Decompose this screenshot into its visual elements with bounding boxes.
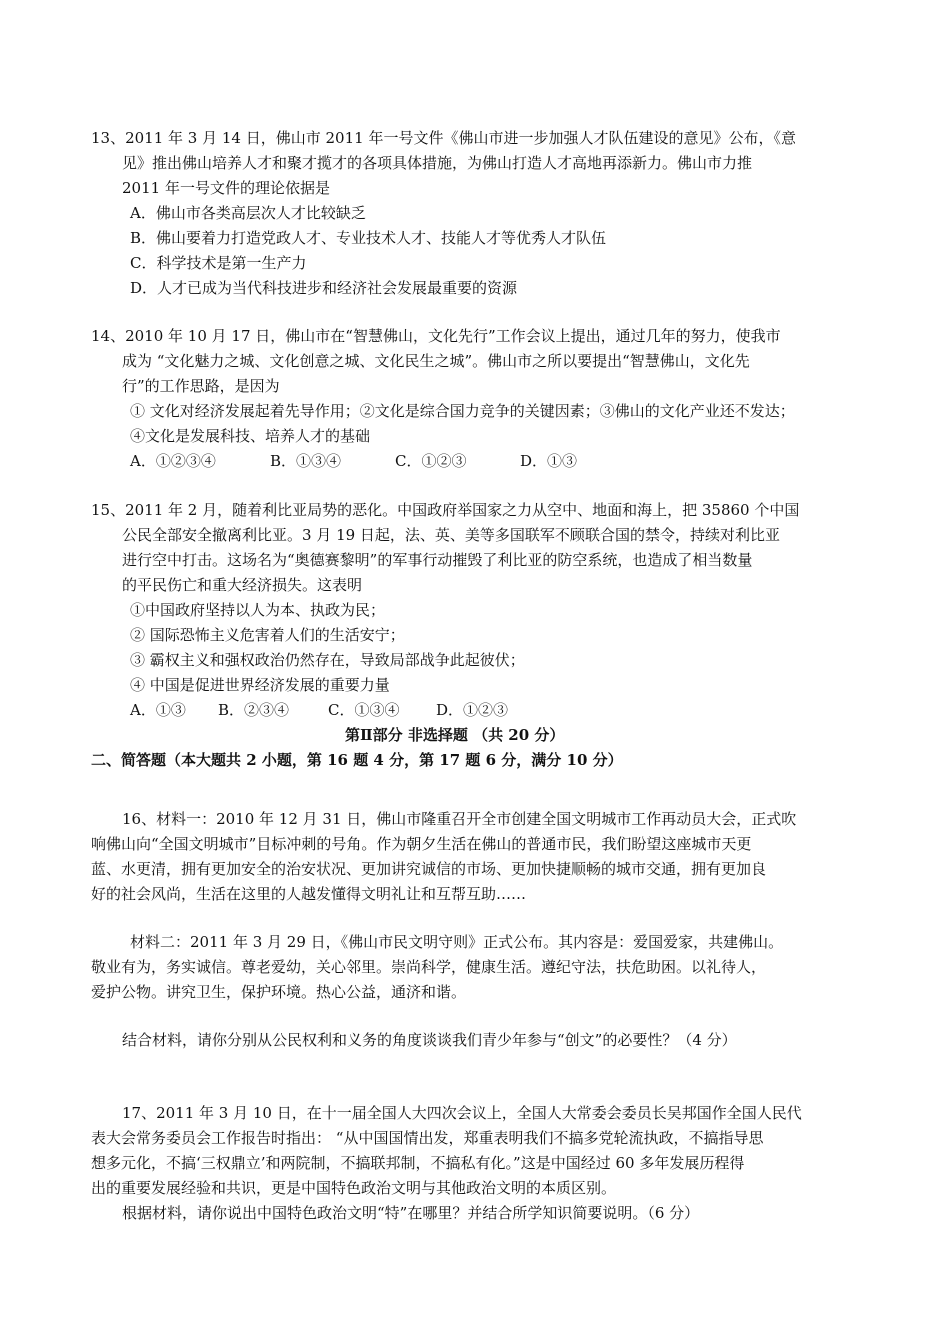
q14-line-2: 成为 “文化魅力之城、文化创意之城、文化民生之城”。佛山市之所以要提出“智慧佛山，文化先 <box>122 352 750 370</box>
q14-line-1: 14、2010 年 10 月 17 日，佛山市在“智慧佛山，文化先行”工作会议上提出，通过几年的努力，使我市 <box>91 327 781 345</box>
q14-option-d: D．①③ <box>520 452 578 470</box>
q15-line-8: ④ 中国是促进世界经济发展的重要力量 <box>130 676 390 694</box>
q15-option-c: C．①③④ <box>328 701 400 719</box>
q16-material1-line-2: 响佛山向“全国文明城市”目标冲刺的号角。作为朝夕生活在佛山的普通市民，我们盼望这座城市天更 <box>91 835 752 853</box>
part2-title: 第Ⅱ部分 非选择题 （共 20 分） <box>345 726 565 744</box>
q15-line-5: ①中国政府坚持以人为本、执政为民； <box>130 601 386 619</box>
q14-option-a: A．①②③④ <box>130 452 216 470</box>
q13-line-1: 13、2011 年 3 月 14 日，佛山市 2011 年一号文件《佛山市进一步加强人才队伍建设的意见》公布，《意 <box>91 129 796 147</box>
q13-option-b: B．佛山要着力打造党政人才、专业技术人才、技能人才等优秀人才队伍 <box>130 229 607 247</box>
q13-option-a: A．佛山市各类高层次人才比较缺乏 <box>130 204 366 222</box>
q17-line-1: 17、2011 年 3 月 10 日，在十一届全国人大四次会议上，全国人大常委会委员长吴邦国作全国人民代 <box>122 1104 802 1122</box>
q16-material1-line-1: 16、材料一：2010 年 12 月 31 日，佛山市隆重召开全市创建全国文明城市工作再动员大会，正式吹 <box>122 810 797 828</box>
q15-line-1: 15、2011 年 2 月，随着利比亚局势的恶化。中国政府举国家之力从空中、地面和海上，把 35860 个中国 <box>91 501 800 519</box>
section2-title: 二、简答题（本大题共 2 小题，第 16 题 4 分，第 17 题 6 分，满分 10 分） <box>91 751 623 769</box>
q16-question: 结合材料，请你分别从公民权利和义务的角度谈谈我们青少年参与“创文”的必要性？（4 分） <box>122 1031 737 1049</box>
q17-question: 根据材料，请你说出中国特色政治文明“特”在哪里？并结合所学知识简要说明。（6 分） <box>122 1204 700 1222</box>
q14-line-3: 行”的工作思路，是因为 <box>122 377 280 395</box>
q15-option-b: B．②③④ <box>218 701 290 719</box>
q17-line-3: 想多元化，不搞‘三权鼎立’和两院制，不搞联邦制，不搞私有化。”这是中国经过 60 多年发展历程得 <box>91 1154 745 1172</box>
q14-line-5: ④文化是发展科技、培养人才的基础 <box>130 427 371 445</box>
q16-material2-line-2: 敬业有为，务实诚信。尊老爱幼，关心邻里。崇尚科学，健康生活。遵纪守法，扶危助困。以礼待人， <box>91 958 767 976</box>
q14-line-4: ① 文化对经济发展起着先导作用；②文化是综合国力竞争的关键因素；③佛山的文化产业还不发达； <box>130 402 795 420</box>
q17-line-4: 出的重要发展经验和共识，更是中国特色政治文明与其他政治文明的本质区别。 <box>91 1179 617 1197</box>
q14-options <box>130 450 577 472</box>
q15-line-4: 的平民伤亡和重大经济损失。这表明 <box>122 576 363 594</box>
q15-option-a: A．①③ <box>130 701 186 719</box>
q13-line-3: 2011 年一号文件的理论依据是 <box>122 179 330 197</box>
q13-option-c: C．科学技术是第一生产力 <box>130 254 307 272</box>
q16-material1-line-3: 蓝、水更清，拥有更加安全的治安状况、更加讲究诚信的市场、更加快捷顺畅的城市交通，拥有更加良 <box>91 860 767 878</box>
q14-option-c: C．①②③ <box>395 452 467 470</box>
q13-line-2: 见》推出佛山培养人才和聚才揽才的各项具体措施，为佛山打造人才高地再添新力。佛山市力推 <box>122 154 753 172</box>
q16-material2-line-1: 材料二：2011 年 3 月 29 日，《佛山市民文明守则》正式公布。其内容是：爱国爱家，共建佛山。 <box>130 933 784 951</box>
q14-option-b: B．①③④ <box>270 452 342 470</box>
q15-line-2: 公民全部安全撤离利比亚。3 月 19 日起，法、英、美等多国联军不顾联合国的禁令，持续对利比亚 <box>122 526 780 544</box>
q16-material1-line-4: 好的社会风尚，生活在这里的人越发懂得文明礼让和互帮互助…… <box>91 885 527 903</box>
q13-option-d: D．人才已成为当代科技进步和经济社会发展最重要的资源 <box>130 279 518 297</box>
q15-line-6: ② 国际恐怖主义危害着人们的生活安宁； <box>130 626 405 644</box>
q15-options <box>130 699 508 721</box>
q17-line-2: 表大会常务委员会工作报告时指出： “从中国国情出发，郑重表明我们不搞多党轮流执政，不搞指导思 <box>91 1129 764 1147</box>
q15-line-7: ③ 霸权主义和强权政治仍然存在，导致局部战争此起彼伏； <box>130 651 525 669</box>
q15-line-3: 进行空中打击。这场名为“奥德赛黎明”的军事行动摧毁了利比亚的防空系统，也造成了相当数量 <box>122 551 753 569</box>
q16-material2-line-3: 爱护公物。讲究卫生，保护环境。热心公益，通济和谐。 <box>91 983 467 1001</box>
q15-option-d: D．①②③ <box>436 701 509 719</box>
